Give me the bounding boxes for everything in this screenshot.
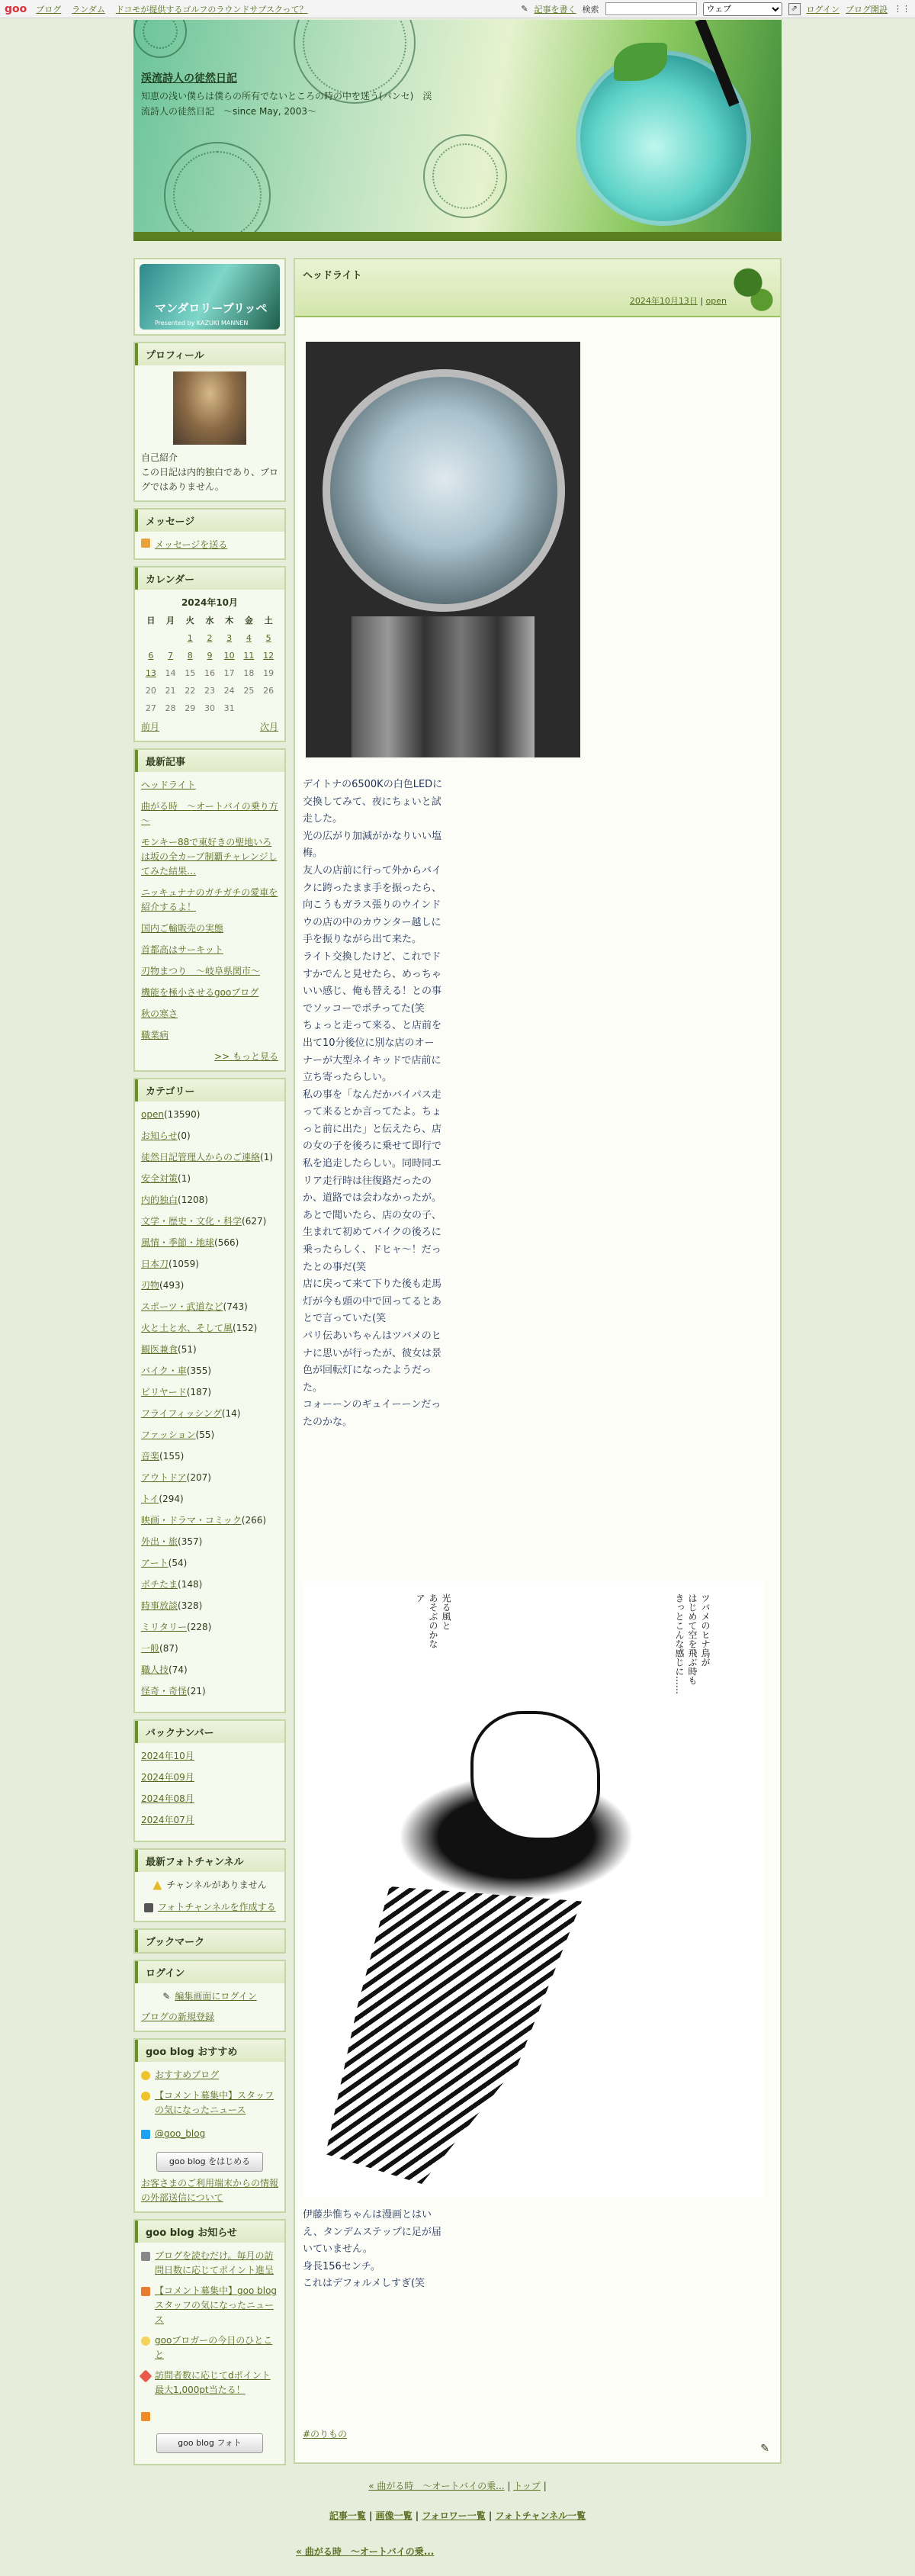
calendar-day-header: 火 — [185, 616, 194, 626]
category-link[interactable]: 徒然日記管理人からのご連絡 — [141, 1152, 261, 1163]
search-input[interactable] — [605, 2, 697, 15]
notice-link[interactable]: ブログを読むだけ。毎月の訪問日数に応じてポイント進呈 — [155, 2250, 274, 2275]
manga-riders — [470, 1711, 600, 1841]
calendar-day — [258, 699, 278, 717]
calendar-day: 28 — [165, 703, 176, 713]
calendar-day — [141, 629, 161, 647]
category-count: (152) — [233, 1323, 258, 1333]
category-item — [141, 1193, 278, 1208]
recent-post-link[interactable]: 首都高はサーキット — [141, 944, 223, 955]
send-message-link[interactable]: メッセージを送る — [155, 539, 228, 550]
calendar-day[interactable]: 2 — [207, 633, 213, 643]
write-article-link[interactable]: 記事を書く — [534, 4, 576, 14]
notice-box — [133, 2219, 286, 2465]
category-item — [141, 1513, 278, 1528]
category-link[interactable]: 安全対策 — [141, 1173, 178, 1184]
category-count: (566) — [214, 1237, 239, 1248]
profile-intro-label: 自己紹介 — [141, 452, 178, 463]
category-count: (54) — [168, 1558, 188, 1568]
entry-header — [295, 259, 780, 317]
avatar[interactable] — [173, 371, 246, 445]
calendar-day-header: 木 — [225, 616, 234, 626]
category-item — [141, 1385, 278, 1400]
notice-link[interactable]: 訪問者数に応じてdポイント最大1,000pt当たる！ — [155, 2370, 271, 2395]
category-item — [141, 1236, 278, 1250]
category-count: (187) — [186, 1387, 212, 1397]
category-count: (228) — [187, 1622, 212, 1632]
category-count: (1) — [260, 1152, 274, 1163]
recent-post-link[interactable]: 秋の寒さ — [141, 1008, 178, 1019]
recent-posts-heading: 最新記事 — [135, 750, 284, 772]
goo-logo[interactable]: goo — [5, 2, 27, 15]
edit-login-link[interactable]: 編集画面にログイン — [175, 1991, 257, 2002]
category-count: (493) — [159, 1280, 185, 1291]
entry-meta-separator: | — [697, 296, 706, 306]
category-link[interactable]: 刃物 — [141, 1280, 160, 1291]
category-count: (51) — [178, 1344, 197, 1355]
calendar-day[interactable]: 8 — [187, 651, 193, 661]
sidebar-logo-banner[interactable] — [133, 258, 286, 336]
category-count: (294) — [159, 1494, 184, 1504]
prev-entry-link[interactable]: « 曲がる時 ～オートバイの乗... — [368, 2481, 505, 2491]
category-link[interactable]: 時事放談 — [141, 1600, 178, 1611]
calendar-next-link[interactable]: 次月 — [259, 722, 278, 732]
sidebar-logo-subtitle: Presented by KAZUKI MANNEN — [155, 320, 249, 326]
category-item — [141, 1300, 278, 1314]
category-item — [141, 1642, 278, 1656]
goo-toolbar — [0, 0, 915, 18]
category-item — [141, 1663, 278, 1677]
message-heading: メッセージ — [135, 510, 284, 532]
category-count: (357) — [178, 1536, 203, 1547]
calendar-day-header: 水 — [205, 616, 214, 626]
mandala-ornament — [133, 20, 187, 58]
category-link[interactable]: お知らせ — [141, 1130, 178, 1141]
blog-title[interactable]: 渓流詩人の徒然日記 — [141, 72, 237, 85]
article-list-link[interactable]: 記事一覧 — [329, 2510, 366, 2521]
entry-tag-link[interactable]: #のりもの — [303, 2429, 348, 2439]
manga-illustration[interactable] — [303, 1581, 764, 2197]
entry-body-text-2: 伊藤歩惟ちゃんは漫画とはいえ、タンデムステップに足が届いていません。 身長156センチ。 これはデフォルメしすぎ(笑 — [303, 2209, 441, 2290]
category-item — [141, 1449, 278, 1464]
calendar-day: 31 — [223, 703, 235, 713]
category-item — [141, 1535, 278, 1549]
calendar-day[interactable]: 7 — [168, 651, 174, 661]
sun-icon — [141, 2336, 150, 2346]
calendar-day: 25 — [243, 686, 255, 696]
category-item — [141, 1407, 278, 1421]
category-link[interactable]: 日本刀 — [141, 1259, 169, 1269]
category-count: (87) — [159, 1643, 178, 1654]
create-photo-channel-link[interactable]: フォトチャンネルを作成する — [158, 1902, 276, 1912]
menu-grid-icon[interactable]: ⋮⋮ — [894, 4, 910, 14]
envelope-icon — [141, 539, 150, 548]
category-item — [141, 1556, 278, 1571]
image-list-link[interactable]: 画像一覧 — [375, 2510, 413, 2521]
category-count: (266) — [241, 1515, 267, 1526]
calendar-day-header: 月 — [166, 616, 175, 626]
category-count: (14) — [221, 1408, 241, 1419]
list-links: 記事一覧 | 画像一覧 | フォロワー一覧 | フォトチャンネル一覧 — [329, 2510, 586, 2521]
toolbar-link-blog[interactable]: ブログ — [36, 4, 62, 14]
calendar-day: 23 — [204, 686, 215, 696]
categories-heading: カテゴリー — [135, 1079, 284, 1101]
inquiry-link[interactable]: お客さまのご利用端末からの情報の外部送信について — [141, 2178, 279, 2203]
backnumber-link[interactable]: 2024年10月 — [141, 1751, 194, 1761]
calendar-month: 2024年10月 — [181, 597, 239, 608]
category-link[interactable]: アート — [141, 1558, 169, 1568]
blog-header — [133, 20, 782, 241]
entry-meta — [630, 294, 727, 307]
search-label: 検索 — [582, 4, 599, 14]
category-item — [141, 1278, 278, 1293]
category-item — [141, 1620, 278, 1635]
category-count: (1208) — [178, 1195, 208, 1205]
comment-icon — [141, 2287, 150, 2296]
calendar-day[interactable]: 1 — [187, 633, 193, 643]
category-link[interactable]: フライフィッシング — [141, 1408, 222, 1419]
category-count: (0) — [177, 1130, 191, 1141]
sidebar-logo-title: マンダロリーブリッペ — [155, 301, 268, 315]
entry-title: ヘッドライト — [303, 270, 362, 281]
bookmark-heading: ブックマーク — [135, 1930, 284, 1952]
headlight-lens — [323, 369, 565, 612]
category-link[interactable]: スポーツ・武道など — [141, 1301, 223, 1312]
category-list — [135, 1101, 284, 1712]
calendar-day: 18 — [243, 668, 255, 678]
entry-category-link[interactable]: open — [705, 296, 727, 306]
category-count: (13590) — [163, 1109, 201, 1120]
calendar-day[interactable]: 5 — [265, 633, 271, 643]
notice-link[interactable]: 【コメント募集中】goo blogスタッフの気になったニュース — [155, 2285, 278, 2325]
calendar-day: 15 — [185, 668, 196, 678]
calendar-heading: カレンダー — [135, 568, 284, 590]
category-item — [141, 1172, 278, 1186]
category-link[interactable]: ファッション — [141, 1430, 196, 1440]
login-link[interactable]: ログイン — [806, 4, 840, 14]
calendar-day[interactable]: 4 — [246, 633, 252, 643]
message-box — [133, 508, 286, 560]
calendar-day[interactable]: 11 — [243, 651, 255, 661]
category-count: (1059) — [169, 1259, 199, 1269]
leaf-ornament — [730, 259, 775, 317]
notice-heading: goo blog お知らせ — [135, 2221, 284, 2243]
entry-article — [294, 258, 782, 2464]
photo-channel-box — [133, 1848, 286, 1922]
recent-post-link[interactable]: 曲がる時 ～オートバイの乗り方～ — [141, 801, 278, 826]
calendar-day: 20 — [145, 686, 156, 696]
bulb-icon — [141, 2092, 150, 2101]
toolbar-link-random[interactable]: ランダム — [72, 4, 105, 14]
calendar-day: 24 — [223, 686, 235, 696]
backnumber-link[interactable]: 2024年07月 — [141, 1815, 194, 1825]
category-count: (74) — [169, 1664, 188, 1675]
headlight-photo[interactable] — [306, 342, 580, 757]
category-item — [141, 1108, 278, 1122]
category-link[interactable]: 一般 — [141, 1643, 160, 1654]
start-blog-button[interactable]: goo blog をはじめる — [156, 2152, 263, 2172]
calendar-day: 26 — [263, 686, 274, 696]
toolbar-right — [515, 2, 910, 16]
bottom-prev-entry-link[interactable]: « 曲がる時 ～オートバイの乗... — [296, 2546, 435, 2557]
category-link[interactable]: 文学・歴史・文化・科学 — [141, 1216, 242, 1227]
category-item — [141, 1599, 278, 1613]
category-count: (743) — [223, 1301, 248, 1312]
category-item — [141, 1471, 278, 1485]
calendar-day: 19 — [263, 668, 274, 678]
category-item — [141, 1214, 278, 1229]
top-link[interactable]: トップ — [513, 2481, 541, 2491]
pencil-icon: ✎ — [162, 1991, 171, 2002]
calendar-day-header: 日 — [146, 616, 156, 626]
category-item — [141, 1684, 278, 1699]
profile-box — [133, 342, 286, 502]
sidebar — [133, 258, 286, 2465]
category-count: (148) — [178, 1579, 203, 1590]
recommend-link[interactable]: おすすめブログ — [155, 2069, 220, 2080]
no-channel-text: チャンネルがありません — [166, 1880, 267, 1890]
calendar-day — [239, 699, 259, 717]
entry-body-text: デイトナの6500Kの白色LEDに交換してみて、夜にちょいと試走した。 光の広がり加減がかなりいい塩梅。 友人の店前に行って外からバイクに跨ったまま手を振ったら、向こうもガラス張りのウインドウの店の中のカウンター越しに手を振りながら出て来た。 ライト交換したけど、これでドすかでんと見せたら、めっちゃいい感じ、俺も替える！との事でソッコーでポチってた(笑 ちょっと走って来る、と店前を出て10分後位に別な店のオーナーが大型ネイキッドで店前に立ち寄ったらしい。 私の事を「なんだかバイパス走って来るとか言ってたよ。ちょっと前に出た」と伝えたら、店の女の子を後ろに乗せて即行で私を追走したらしい。同時同エリア走行時は往復路だったのか、道路では会わなかったが。 あとで聞いたら、店の女の子、生まれて初めてバイクの後ろに乗ったらしく、ドヒャ～！だったとの事だ(笑 店に戻って来て下りた後も走馬灯が今も頭の中で回ってるとあとで言っていた(笑 パリ伝あいちゃんはツバメのヒナに思いが行ったが、彼女は景色が回転灯になったようだった。 コォーーンのギュイーーンだったのかな。 — [303, 779, 443, 1428]
category-item — [141, 1321, 278, 1336]
calendar-day[interactable]: 13 — [145, 668, 156, 678]
register-blog-link[interactable]: ブログの新規登録 — [141, 2012, 215, 2022]
camera-icon — [144, 1903, 153, 1912]
backnumber-heading: バックナンバー — [135, 1721, 284, 1743]
recent-post-link[interactable]: 国内ご輸販売の実態 — [141, 923, 224, 934]
category-count: (21) — [187, 1686, 206, 1696]
recommend-heading: goo blog おすすめ — [135, 2040, 284, 2062]
pencil-icon: ✎ — [521, 4, 528, 14]
category-item — [141, 1364, 278, 1378]
bulb-icon — [141, 2071, 150, 2080]
category-link[interactable]: 映画・ドラマ・コミック — [141, 1515, 242, 1526]
calendar-day[interactable]: 3 — [226, 633, 233, 643]
category-item — [141, 1129, 278, 1143]
category-count: (355) — [186, 1365, 212, 1376]
bottom-prev-nav — [296, 2545, 434, 2558]
photo-channel-heading: 最新フォトチャンネル — [135, 1850, 284, 1872]
recent-post-link[interactable]: モンキー88で東好きの聖地いろは坂の全カーブ制覇チャレンジしてみた結果… — [141, 837, 278, 876]
category-link[interactable]: 内的独白 — [141, 1195, 178, 1205]
category-link[interactable]: ボチたま — [141, 1579, 178, 1590]
backnumber-link[interactable]: 2024年09月 — [141, 1772, 194, 1783]
calendar-day[interactable]: 12 — [263, 651, 274, 661]
login-heading: ログイン — [135, 1961, 284, 1983]
profile-heading: プロフィール — [135, 343, 284, 365]
mandala-ornament — [164, 142, 271, 241]
twitter-link[interactable]: @goo_blog — [155, 2128, 206, 2139]
backnumber-box — [133, 1719, 286, 1842]
calendar-day: 22 — [185, 686, 196, 696]
category-link[interactable]: アウトドア — [141, 1472, 187, 1483]
calendar-day: 14 — [165, 668, 176, 678]
category-link[interactable]: 火と土と水、そして風 — [141, 1323, 233, 1333]
category-item — [141, 1428, 278, 1442]
toolbar-link-promo[interactable]: ドコモが提供するゴルフのラウンドサブスクって？ — [115, 4, 308, 14]
recent-posts-box — [133, 748, 286, 1072]
warning-icon — [152, 1881, 162, 1890]
more-posts-link[interactable]: >> もっと見る — [214, 1051, 278, 1062]
category-link[interactable]: 観医兼食 — [141, 1344, 178, 1355]
calendar-day: 30 — [204, 703, 215, 713]
prev-top-nav: « 曲がる時 ～オートバイの乗... | トップ | — [368, 2481, 547, 2491]
edit-pencil-icon[interactable]: ✎ — [760, 2443, 769, 2455]
backnumber-link[interactable]: 2024年08月 — [141, 1793, 194, 1804]
manga-caption-left: 光る風と あそぶのかな ア — [415, 1594, 451, 1648]
calendar-day[interactable]: 6 — [148, 651, 154, 661]
category-link[interactable]: 風情・季節・地球 — [141, 1237, 215, 1248]
search-button[interactable]: ⇗ — [788, 3, 801, 15]
category-count: (1) — [178, 1173, 191, 1184]
calendar-day: 17 — [223, 668, 235, 678]
bookmark-box — [133, 1928, 286, 1954]
category-link[interactable]: ビリヤード — [141, 1387, 187, 1397]
category-link[interactable]: ミリタリー — [141, 1622, 188, 1632]
entry-footer-nav — [133, 2479, 782, 2539]
category-count: (328) — [178, 1600, 203, 1611]
recent-post-link[interactable]: 刃物まつり ～岐阜県関市～ — [141, 966, 261, 976]
twitter-icon — [141, 2130, 150, 2139]
calendar-day — [161, 629, 181, 647]
calendar-day[interactable]: 9 — [207, 651, 213, 661]
recent-post-link[interactable]: ニッキュナナのガチガチの愛車を紹介するよ！ — [141, 887, 278, 912]
category-link[interactable]: 職人技 — [141, 1664, 169, 1675]
category-link[interactable]: トイ — [141, 1494, 159, 1504]
category-link[interactable]: open — [141, 1109, 164, 1120]
calendar-day: 27 — [145, 703, 156, 713]
category-item — [141, 1150, 278, 1165]
category-link[interactable]: 怪奇・奇怪 — [141, 1686, 188, 1696]
motorcycle-fork — [352, 616, 535, 757]
category-count: (155) — [159, 1451, 185, 1462]
category-link[interactable]: バイク・車 — [141, 1365, 187, 1376]
search-scope-select[interactable] — [703, 2, 782, 16]
recent-post-link[interactable]: ヘッドライト — [141, 780, 196, 790]
recommend-box — [133, 2038, 286, 2213]
calendar-day-header: 金 — [244, 616, 253, 626]
entry-date-link[interactable]: 2024年10月13日 — [629, 296, 698, 306]
category-count: (627) — [242, 1216, 267, 1227]
category-link[interactable]: 音楽 — [141, 1451, 160, 1462]
category-item — [141, 1343, 278, 1357]
calendar-day: 21 — [165, 686, 176, 696]
photo-channel-list-link[interactable]: フォトチャンネル一覧 — [495, 2510, 586, 2521]
profile-intro-text: この日記は内的独白であり、ブログではありません。 — [141, 467, 279, 492]
category-item — [141, 1577, 278, 1592]
diamond-icon — [140, 2370, 152, 2383]
category-link[interactable]: 外出・旅 — [141, 1536, 178, 1547]
categories-box — [133, 1078, 286, 1713]
calendar-day[interactable]: 10 — [223, 651, 235, 661]
category-count: (207) — [186, 1472, 211, 1483]
category-item — [141, 1257, 278, 1272]
calendar-day: 29 — [185, 703, 196, 713]
calendar-day: 16 — [204, 668, 215, 678]
notice-link[interactable]: gooブロガーの今日のひとこと — [155, 2335, 273, 2360]
blog-description: 知恵の浅い僕らは僕らの所有でないところの時の中を迷う(パンセ) 渓流詩人の徒然日記 ～since May, 2003～ — [141, 91, 432, 117]
calendar-day-header: 土 — [264, 616, 273, 626]
category-item — [141, 1492, 278, 1507]
category-count: (55) — [195, 1430, 215, 1440]
open-blog-link[interactable]: ブログ開設 — [846, 4, 888, 14]
header-band — [133, 232, 782, 241]
follower-list-link[interactable]: フォロワー一覧 — [422, 2510, 486, 2521]
calendar-box — [133, 566, 286, 742]
calendar-table — [141, 612, 278, 717]
rss-icon[interactable] — [141, 2412, 150, 2421]
calendar-prev-link[interactable]: 前月 — [141, 722, 160, 732]
goo-blog-photo-button[interactable]: goo blog フォト — [156, 2433, 263, 2453]
manga-shadow — [326, 1886, 646, 2184]
recent-post-link[interactable]: 職業病 — [141, 1030, 169, 1040]
mandala-ornament — [423, 134, 507, 218]
recent-post-link[interactable]: 機能を極小させるgooブログ — [141, 987, 259, 998]
news-icon — [141, 2252, 150, 2261]
recommend-link[interactable]: 【コメント募集中】スタッフの気になったニュース — [155, 2090, 274, 2115]
manga-caption-right: ツバメのヒナ鳥が はじめて空を飛ぶ時も きっとこんな感じに…… — [674, 1594, 711, 1694]
login-box — [133, 1960, 286, 2032]
